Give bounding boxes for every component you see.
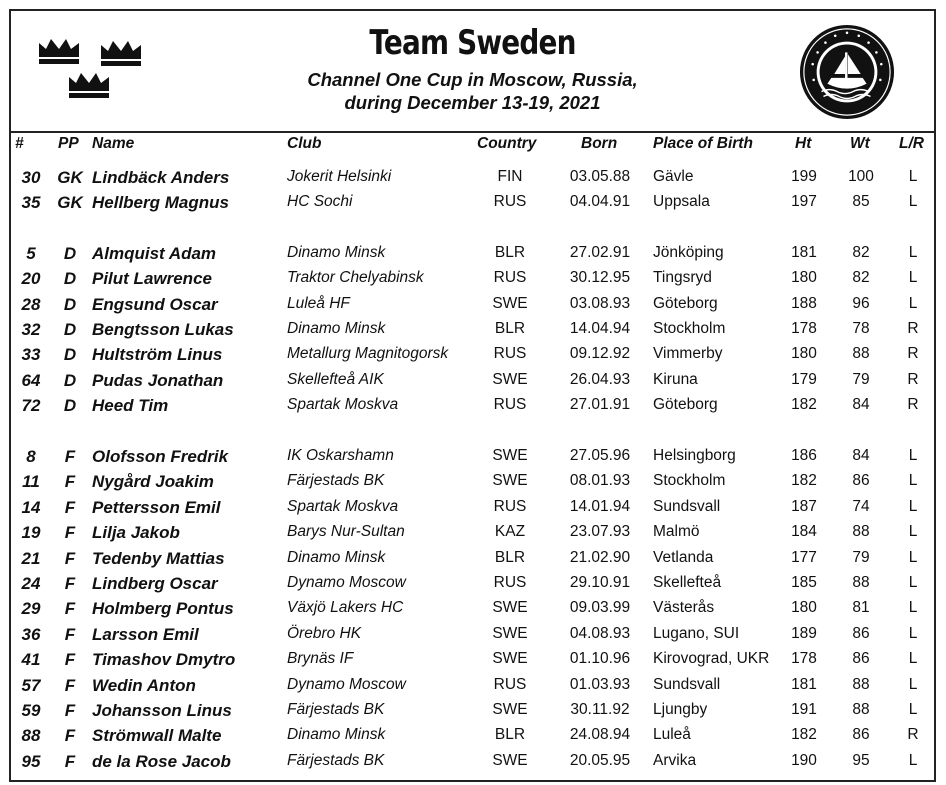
player-country: SWE (492, 701, 528, 718)
player-position: D (63, 345, 77, 364)
player-club: Jokerit Helsinki (287, 168, 392, 185)
col-header-height: Ht (795, 135, 812, 152)
player-height: 189 (791, 625, 817, 642)
player-born: 01.03.93 (569, 676, 631, 693)
player-club: HC Sochi (287, 193, 353, 210)
player-weight: 84 (852, 396, 870, 413)
table-row (11, 549, 934, 574)
player-name: Larsson Emil (92, 625, 199, 644)
player-number: 20 (21, 269, 41, 288)
player-handedness: R (907, 320, 919, 337)
table-row (11, 752, 934, 777)
player-born: 23.07.93 (569, 523, 631, 540)
player-weight: 95 (852, 752, 870, 769)
player-place-of-birth: Vetlanda (653, 549, 714, 566)
event-subtitle-line1: Channel One Cup in Moscow, Russia, (307, 69, 638, 90)
col-header-position: PP (58, 135, 79, 152)
player-place-of-birth: Tingsryd (653, 269, 712, 286)
player-name: Bengtsson Lukas (92, 320, 234, 339)
player-handedness: L (908, 752, 918, 769)
player-born: 26.04.93 (569, 371, 631, 388)
player-height: 190 (791, 752, 817, 769)
player-position: F (64, 676, 76, 695)
player-name: Engsund Oscar (92, 295, 218, 314)
player-club: Färjestads BK (287, 701, 385, 718)
player-height: 179 (791, 371, 817, 388)
player-position: F (64, 472, 76, 491)
player-handedness: L (908, 599, 918, 616)
player-handedness: L (908, 168, 918, 185)
player-position: D (63, 371, 77, 390)
player-position: D (63, 244, 77, 263)
player-country: RUS (493, 193, 527, 210)
player-country: RUS (493, 498, 527, 515)
player-club: Dinamo Minsk (287, 244, 386, 261)
player-weight: 100 (848, 168, 874, 185)
player-country: KAZ (494, 523, 526, 540)
player-weight: 88 (852, 574, 870, 591)
player-number: 64 (21, 371, 41, 390)
player-position: D (63, 295, 77, 314)
table-row (11, 168, 934, 193)
player-born: 03.05.88 (569, 168, 631, 185)
player-height: 199 (791, 168, 817, 185)
player-number: 8 (26, 447, 36, 466)
player-number: 59 (21, 701, 41, 720)
player-handedness: L (908, 472, 918, 489)
player-name: Holmberg Pontus (92, 599, 234, 618)
player-born: 21.02.90 (569, 549, 631, 566)
player-name: Johansson Linus (92, 701, 232, 720)
player-country: RUS (493, 676, 527, 693)
col-header-number: # (15, 135, 24, 152)
col-header-place-of-birth: Place of Birth (653, 135, 753, 152)
player-number: 14 (21, 498, 41, 517)
player-place-of-birth: Göteborg (653, 396, 718, 413)
col-header-club: Club (287, 135, 322, 152)
player-name: Lindbäck Anders (92, 168, 230, 187)
player-born: 09.12.92 (569, 345, 631, 362)
player-born: 04.04.91 (569, 193, 631, 210)
player-weight: 96 (852, 295, 870, 312)
player-height: 182 (791, 472, 817, 489)
player-height: 181 (791, 244, 817, 261)
player-born: 29.10.91 (569, 574, 631, 591)
table-row (11, 701, 934, 726)
table-row (11, 345, 934, 370)
player-place-of-birth: Luleå (653, 726, 691, 743)
player-handedness: L (908, 447, 918, 464)
player-name: Tedenby Mattias (92, 549, 225, 568)
player-name: Lilja Jakob (92, 523, 180, 542)
player-name: Pilut Lawrence (92, 269, 212, 288)
player-number: 29 (21, 599, 41, 618)
player-club: IK Oskarshamn (287, 447, 394, 464)
player-country: BLR (494, 320, 526, 337)
player-weight: 78 (852, 320, 870, 337)
event-subtitle-line2: during December 13-19, 2021 (344, 92, 601, 113)
player-position: GK (57, 168, 83, 187)
player-weight: 88 (852, 701, 870, 718)
player-club: Färjestads BK (287, 472, 385, 489)
player-position: F (64, 650, 76, 669)
player-born: 20.05.95 (569, 752, 631, 769)
player-club: Brynäs IF (287, 650, 354, 667)
player-position: F (64, 498, 76, 517)
player-name: Pudas Jonathan (92, 371, 224, 390)
player-club: Dinamo Minsk (287, 726, 386, 743)
player-place-of-birth: Arvika (653, 752, 697, 769)
player-name: Hellberg Magnus (92, 193, 229, 212)
player-club: Barys Nur-Sultan (287, 523, 405, 540)
table-row (11, 295, 934, 320)
col-header-name: Name (92, 135, 135, 152)
player-place-of-birth: Skellefteå (653, 574, 722, 591)
player-handedness: L (908, 549, 918, 566)
col-header-born: Born (581, 135, 618, 152)
player-place-of-birth: Jönköping (653, 244, 724, 261)
player-club: Spartak Moskva (287, 396, 399, 413)
player-name: de la Rose Jacob (92, 752, 231, 771)
player-number: 32 (21, 320, 41, 339)
player-name: Almquist Adam (92, 244, 217, 263)
player-born: 08.01.93 (569, 472, 631, 489)
player-born: 27.01.91 (569, 396, 631, 413)
table-row (11, 650, 934, 675)
page-title: Team Sweden (369, 23, 576, 63)
player-club: Växjö Lakers HC (287, 599, 404, 616)
table-row (11, 269, 934, 294)
player-born: 27.05.96 (569, 447, 631, 464)
player-handedness: L (908, 676, 918, 693)
player-born: 14.04.94 (569, 320, 631, 337)
player-number: 11 (22, 472, 40, 491)
table-row (11, 625, 934, 650)
player-handedness: R (907, 726, 919, 743)
player-name: Olofsson Fredrik (92, 447, 229, 466)
table-row (11, 193, 934, 218)
player-born: 24.08.94 (569, 726, 631, 743)
player-height: 178 (791, 650, 817, 667)
player-number: 30 (21, 168, 41, 187)
player-height: 178 (791, 320, 817, 337)
player-club: Metallurg Magnitogorsk (287, 345, 449, 362)
player-born: 01.10.96 (569, 650, 631, 667)
table-row (11, 472, 934, 497)
player-handedness: R (907, 345, 919, 362)
player-country: RUS (493, 345, 527, 362)
player-handedness: L (908, 498, 918, 515)
player-club: Skellefteå AIK (287, 371, 384, 388)
player-place-of-birth: Vimmerby (653, 345, 723, 362)
player-country: BLR (494, 549, 526, 566)
player-number: 19 (21, 523, 41, 542)
player-club: Dynamo Moscow (287, 676, 406, 693)
player-weight: 88 (852, 523, 870, 540)
table-row (11, 371, 934, 396)
player-position: D (63, 269, 77, 288)
player-height: 197 (791, 193, 817, 210)
player-handedness: L (908, 244, 918, 261)
player-number: 28 (21, 295, 41, 314)
player-place-of-birth: Stockholm (653, 472, 726, 489)
player-weight: 74 (852, 498, 870, 515)
player-country: RUS (493, 574, 527, 591)
player-place-of-birth: Kirovograd, UKR (653, 650, 770, 667)
player-weight: 79 (852, 371, 870, 388)
player-height: 180 (791, 345, 817, 362)
player-height: 186 (791, 447, 817, 464)
player-weight: 82 (852, 244, 870, 261)
player-born: 14.01.94 (569, 498, 631, 515)
player-club: Dinamo Minsk (287, 320, 386, 337)
player-born: 30.12.95 (569, 269, 631, 286)
player-name: Strömwall Malte (92, 726, 222, 745)
player-handedness: L (908, 193, 918, 210)
table-row (11, 244, 934, 269)
player-height: 177 (791, 549, 817, 566)
player-position: D (63, 396, 77, 415)
player-number: 24 (21, 574, 41, 593)
player-place-of-birth: Ljungby (653, 701, 708, 718)
header-divider (11, 131, 934, 133)
player-number: 95 (21, 752, 41, 771)
player-number: 33 (21, 345, 41, 364)
player-height: 180 (791, 269, 817, 286)
player-born: 30.11.92 (570, 701, 630, 718)
player-place-of-birth: Sundsvall (653, 676, 721, 693)
player-position: F (64, 726, 76, 745)
player-club: Spartak Moskva (287, 498, 399, 515)
player-country: SWE (492, 472, 528, 489)
table-row (11, 320, 934, 345)
player-name: Nygård Joakim (92, 472, 214, 491)
player-height: 184 (791, 523, 817, 540)
player-club: Färjestads BK (287, 752, 385, 769)
player-weight: 88 (852, 676, 870, 693)
player-country: SWE (492, 752, 528, 769)
player-position: F (64, 752, 76, 771)
player-born: 04.08.93 (569, 625, 631, 642)
player-number: 57 (21, 676, 41, 695)
player-number: 88 (21, 726, 41, 745)
player-handedness: R (907, 396, 919, 413)
header (11, 11, 934, 132)
player-country: RUS (493, 269, 527, 286)
player-country: SWE (492, 650, 528, 667)
player-handedness: L (908, 523, 918, 540)
player-number: 5 (26, 244, 36, 263)
player-name: Wedin Anton (92, 676, 196, 695)
player-place-of-birth: Lugano, SUI (653, 625, 740, 642)
player-weight: 82 (852, 269, 870, 286)
player-place-of-birth: Uppsala (653, 193, 710, 210)
player-number: 36 (21, 625, 41, 644)
player-position: F (64, 625, 76, 644)
col-header-handedness: L/R (899, 135, 924, 152)
player-place-of-birth: Malmö (653, 523, 700, 540)
player-name: Timashov Dmytro (92, 650, 236, 669)
player-club: Traktor Chelyabinsk (287, 269, 424, 286)
table-row (11, 498, 934, 523)
player-handedness: L (908, 295, 918, 312)
player-height: 181 (791, 676, 817, 693)
player-club: Örebro HK (287, 625, 362, 642)
player-handedness: R (907, 371, 919, 388)
player-weight: 79 (852, 549, 870, 566)
player-name: Pettersson Emil (92, 498, 221, 517)
col-header-weight: Wt (850, 135, 870, 152)
player-position: F (64, 447, 76, 466)
player-born: 09.03.99 (569, 599, 631, 616)
player-handedness: L (908, 650, 918, 667)
player-weight: 86 (852, 726, 870, 743)
player-place-of-birth: Göteborg (653, 295, 718, 312)
table-row (11, 574, 934, 599)
player-club: Luleå HF (287, 295, 350, 312)
player-weight: 88 (852, 345, 870, 362)
player-number: 72 (21, 396, 41, 415)
player-country: SWE (492, 447, 528, 464)
table-row (11, 676, 934, 701)
player-weight: 86 (852, 625, 870, 642)
player-handedness: L (908, 625, 918, 642)
player-weight: 86 (852, 650, 870, 667)
player-country: FIN (497, 168, 523, 185)
player-height: 191 (791, 701, 817, 718)
player-country: SWE (492, 295, 528, 312)
player-handedness: L (908, 701, 918, 718)
player-handedness: L (908, 574, 918, 591)
player-weight: 85 (852, 193, 870, 210)
player-number: 35 (21, 193, 41, 212)
player-place-of-birth: Gävle (653, 168, 694, 185)
player-weight: 81 (852, 599, 870, 616)
player-height: 185 (791, 574, 817, 591)
player-country: RUS (493, 396, 527, 413)
player-country: SWE (492, 371, 528, 388)
player-born: 03.08.93 (569, 295, 631, 312)
player-place-of-birth: Västerås (653, 599, 715, 616)
player-position: F (64, 523, 76, 542)
player-country: BLR (494, 726, 526, 743)
player-number: 21 (21, 549, 41, 568)
table-row (11, 726, 934, 751)
player-handedness: L (908, 269, 918, 286)
player-club: Dynamo Moscow (287, 574, 406, 591)
player-position: GK (57, 193, 83, 212)
player-name: Lindberg Oscar (92, 574, 218, 593)
roster-sheet (9, 9, 936, 782)
player-country: SWE (492, 599, 528, 616)
table-row (11, 599, 934, 624)
hockey-federation-seal-icon (798, 23, 896, 121)
player-place-of-birth: Sundsvall (653, 498, 721, 515)
player-country: BLR (494, 244, 526, 261)
player-place-of-birth: Stockholm (653, 320, 726, 337)
player-number: 41 (21, 650, 41, 669)
player-country: SWE (492, 625, 528, 642)
player-club: Dinamo Minsk (287, 549, 386, 566)
player-name: Hultström Linus (92, 345, 223, 364)
col-header-country: Country (477, 135, 537, 152)
player-height: 182 (791, 726, 817, 743)
player-weight: 86 (852, 472, 870, 489)
player-height: 188 (791, 295, 817, 312)
table-row (11, 447, 934, 472)
player-weight: 84 (852, 447, 870, 464)
player-height: 187 (791, 498, 817, 515)
player-position: F (64, 701, 76, 720)
player-name: Heed Tim (92, 396, 169, 415)
table-row (11, 396, 934, 421)
player-height: 182 (791, 396, 817, 413)
player-position: F (64, 599, 76, 618)
player-position: F (64, 549, 76, 568)
player-position: F (64, 574, 76, 593)
player-position: D (63, 320, 77, 339)
player-height: 180 (791, 599, 817, 616)
player-place-of-birth: Kiruna (653, 371, 698, 388)
table-row (11, 523, 934, 548)
player-born: 27.02.91 (569, 244, 631, 261)
player-place-of-birth: Helsingborg (653, 447, 736, 464)
